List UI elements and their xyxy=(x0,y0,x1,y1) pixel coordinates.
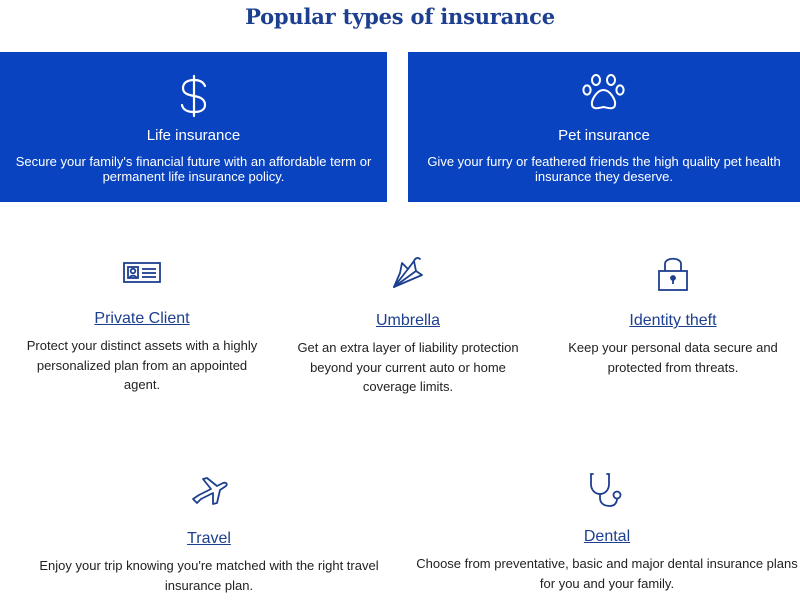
umbrella-link[interactable]: Umbrella xyxy=(375,312,440,329)
feature-dental xyxy=(412,470,800,593)
feature-description: Enjoy your trip knowing you're matched with the right travel insurance plan. xyxy=(39,558,379,593)
card-title: Pet insurance xyxy=(558,127,650,144)
pet-insurance-card[interactable] xyxy=(408,52,800,202)
feature-umbrella xyxy=(282,255,534,397)
umbrella-icon xyxy=(388,255,428,291)
dental-link[interactable]: Dental xyxy=(583,528,631,545)
feature-private-client xyxy=(22,258,262,395)
feature-description: Protect your distinct assets with a highly personalized plan from an appointed agent. xyxy=(26,338,258,392)
life-insurance-card[interactable] xyxy=(0,52,387,202)
feature-travel xyxy=(14,473,404,595)
id-card-icon xyxy=(122,258,162,286)
airplane-icon xyxy=(189,473,229,509)
feature-description: Keep your personal data secure and protected from threats. xyxy=(568,340,778,375)
identity-theft-link[interactable]: Identity theft xyxy=(629,312,717,329)
travel-link[interactable]: Travel xyxy=(187,530,231,547)
feature-identity-theft xyxy=(552,253,794,377)
paw-icon xyxy=(582,72,626,112)
page-title: Popular types of insurance xyxy=(245,4,555,29)
lock-icon xyxy=(656,253,690,293)
card-title: Life insurance xyxy=(146,127,241,144)
card-description: Give your furry or feathered friends the high quality pet health insurance they deserve. xyxy=(427,154,781,184)
dollar-icon xyxy=(174,72,214,120)
card-description: Secure your family's financial future with an affordable term or permanent life insurance policy. xyxy=(15,154,372,184)
feature-description: Choose from preventative, basic and major dental insurance plans for you and your family. xyxy=(416,556,798,591)
feature-description: Get an extra layer of liability protection beyond your current auto or home coverage limits. xyxy=(297,340,519,394)
private-client-link[interactable]: Private Client xyxy=(94,310,190,327)
stethoscope-icon xyxy=(587,470,627,510)
